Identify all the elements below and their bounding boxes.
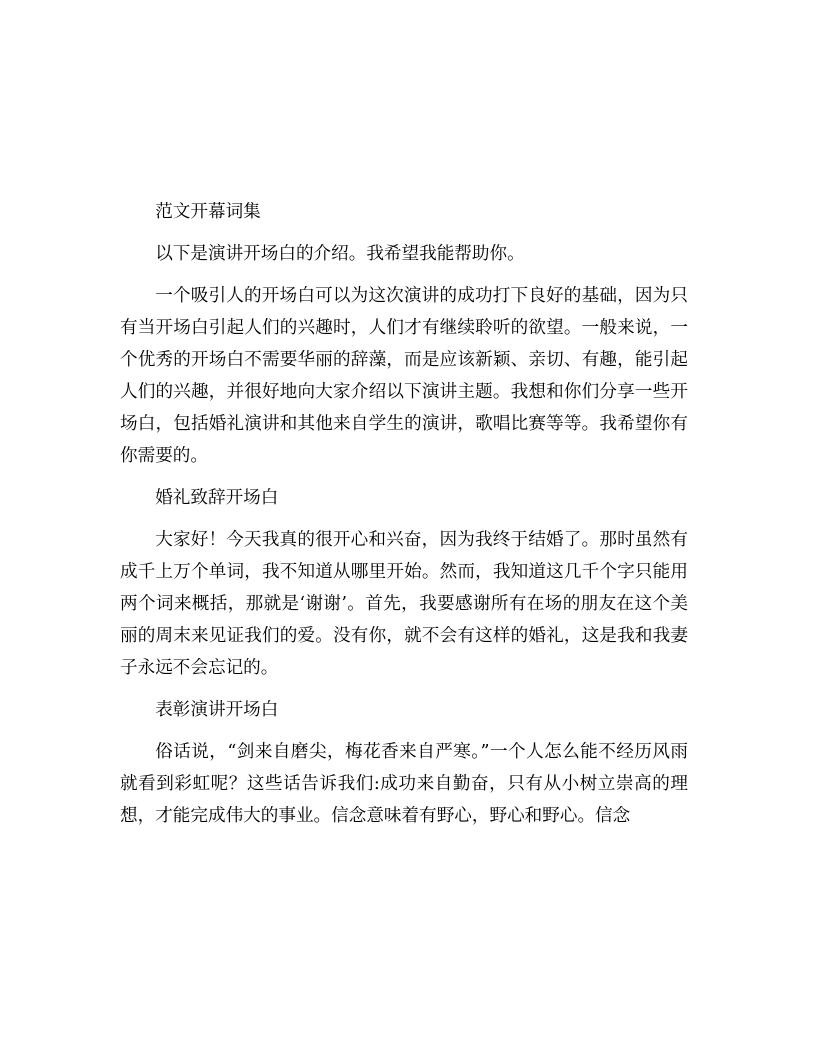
spacer: [120, 270, 688, 280]
spacer: [120, 228, 688, 238]
document-title: 范文开幕词集: [155, 202, 261, 222]
opening-paragraph: 一个吸引人的开场白可以为这次演讲的成功打下良好的基础，因为只有当开场白引起人们的兴趣时，人们才有继续聆听的欲望。一般来说，一个优秀的开场白不需要华丽的辞藻，而是应该新颖、亲切、有趣，能引起人们的兴趣，并很好地向大家介绍以下演讲主题。我想和你们分享一些开场白，包括婚礼演讲和其他来自学生的演讲，歌唱比赛等等。我希望你有你需要的。: [120, 286, 688, 466]
wedding-speech-paragraph: 大家好！今天我真的很开心和兴奋，因为我终于结婚了。那时虽然有成千上万个单词，我不知道从哪里开始。然而，我知道这几千个字只能用两个词来概括，那就是‘谢谢’。首先，我要感谢所有在场的朋友在这个美丽的周末来见证我们的爱。没有你，就不会有这样的婚礼，这是我和我妻子永远不会忘记的。: [120, 530, 688, 678]
section-heading-commendation: 表彰演讲开场白: [155, 700, 279, 720]
section-heading-wedding: 婚礼致辞开场白: [155, 488, 279, 508]
spacer: [120, 684, 688, 694]
commendation-speech-paragraph: 俗话说，“剑来自磨尖，梅花香来自严寒。”一个人怎么能不经历风雨就看到彩虹呢？这些话告诉我们:成功来自勤奋，只有从小树立崇高的理想，才能完成伟大的事业。信念意味着有野心，野心和野心。信念: [120, 742, 688, 826]
intro-paragraph: 以下是演讲开场白的介绍。我希望我能帮助你。: [155, 244, 525, 264]
spacer: [120, 514, 688, 524]
document-page: [120, 196, 688, 832]
spacer: [120, 726, 688, 736]
spacer: [120, 472, 688, 482]
